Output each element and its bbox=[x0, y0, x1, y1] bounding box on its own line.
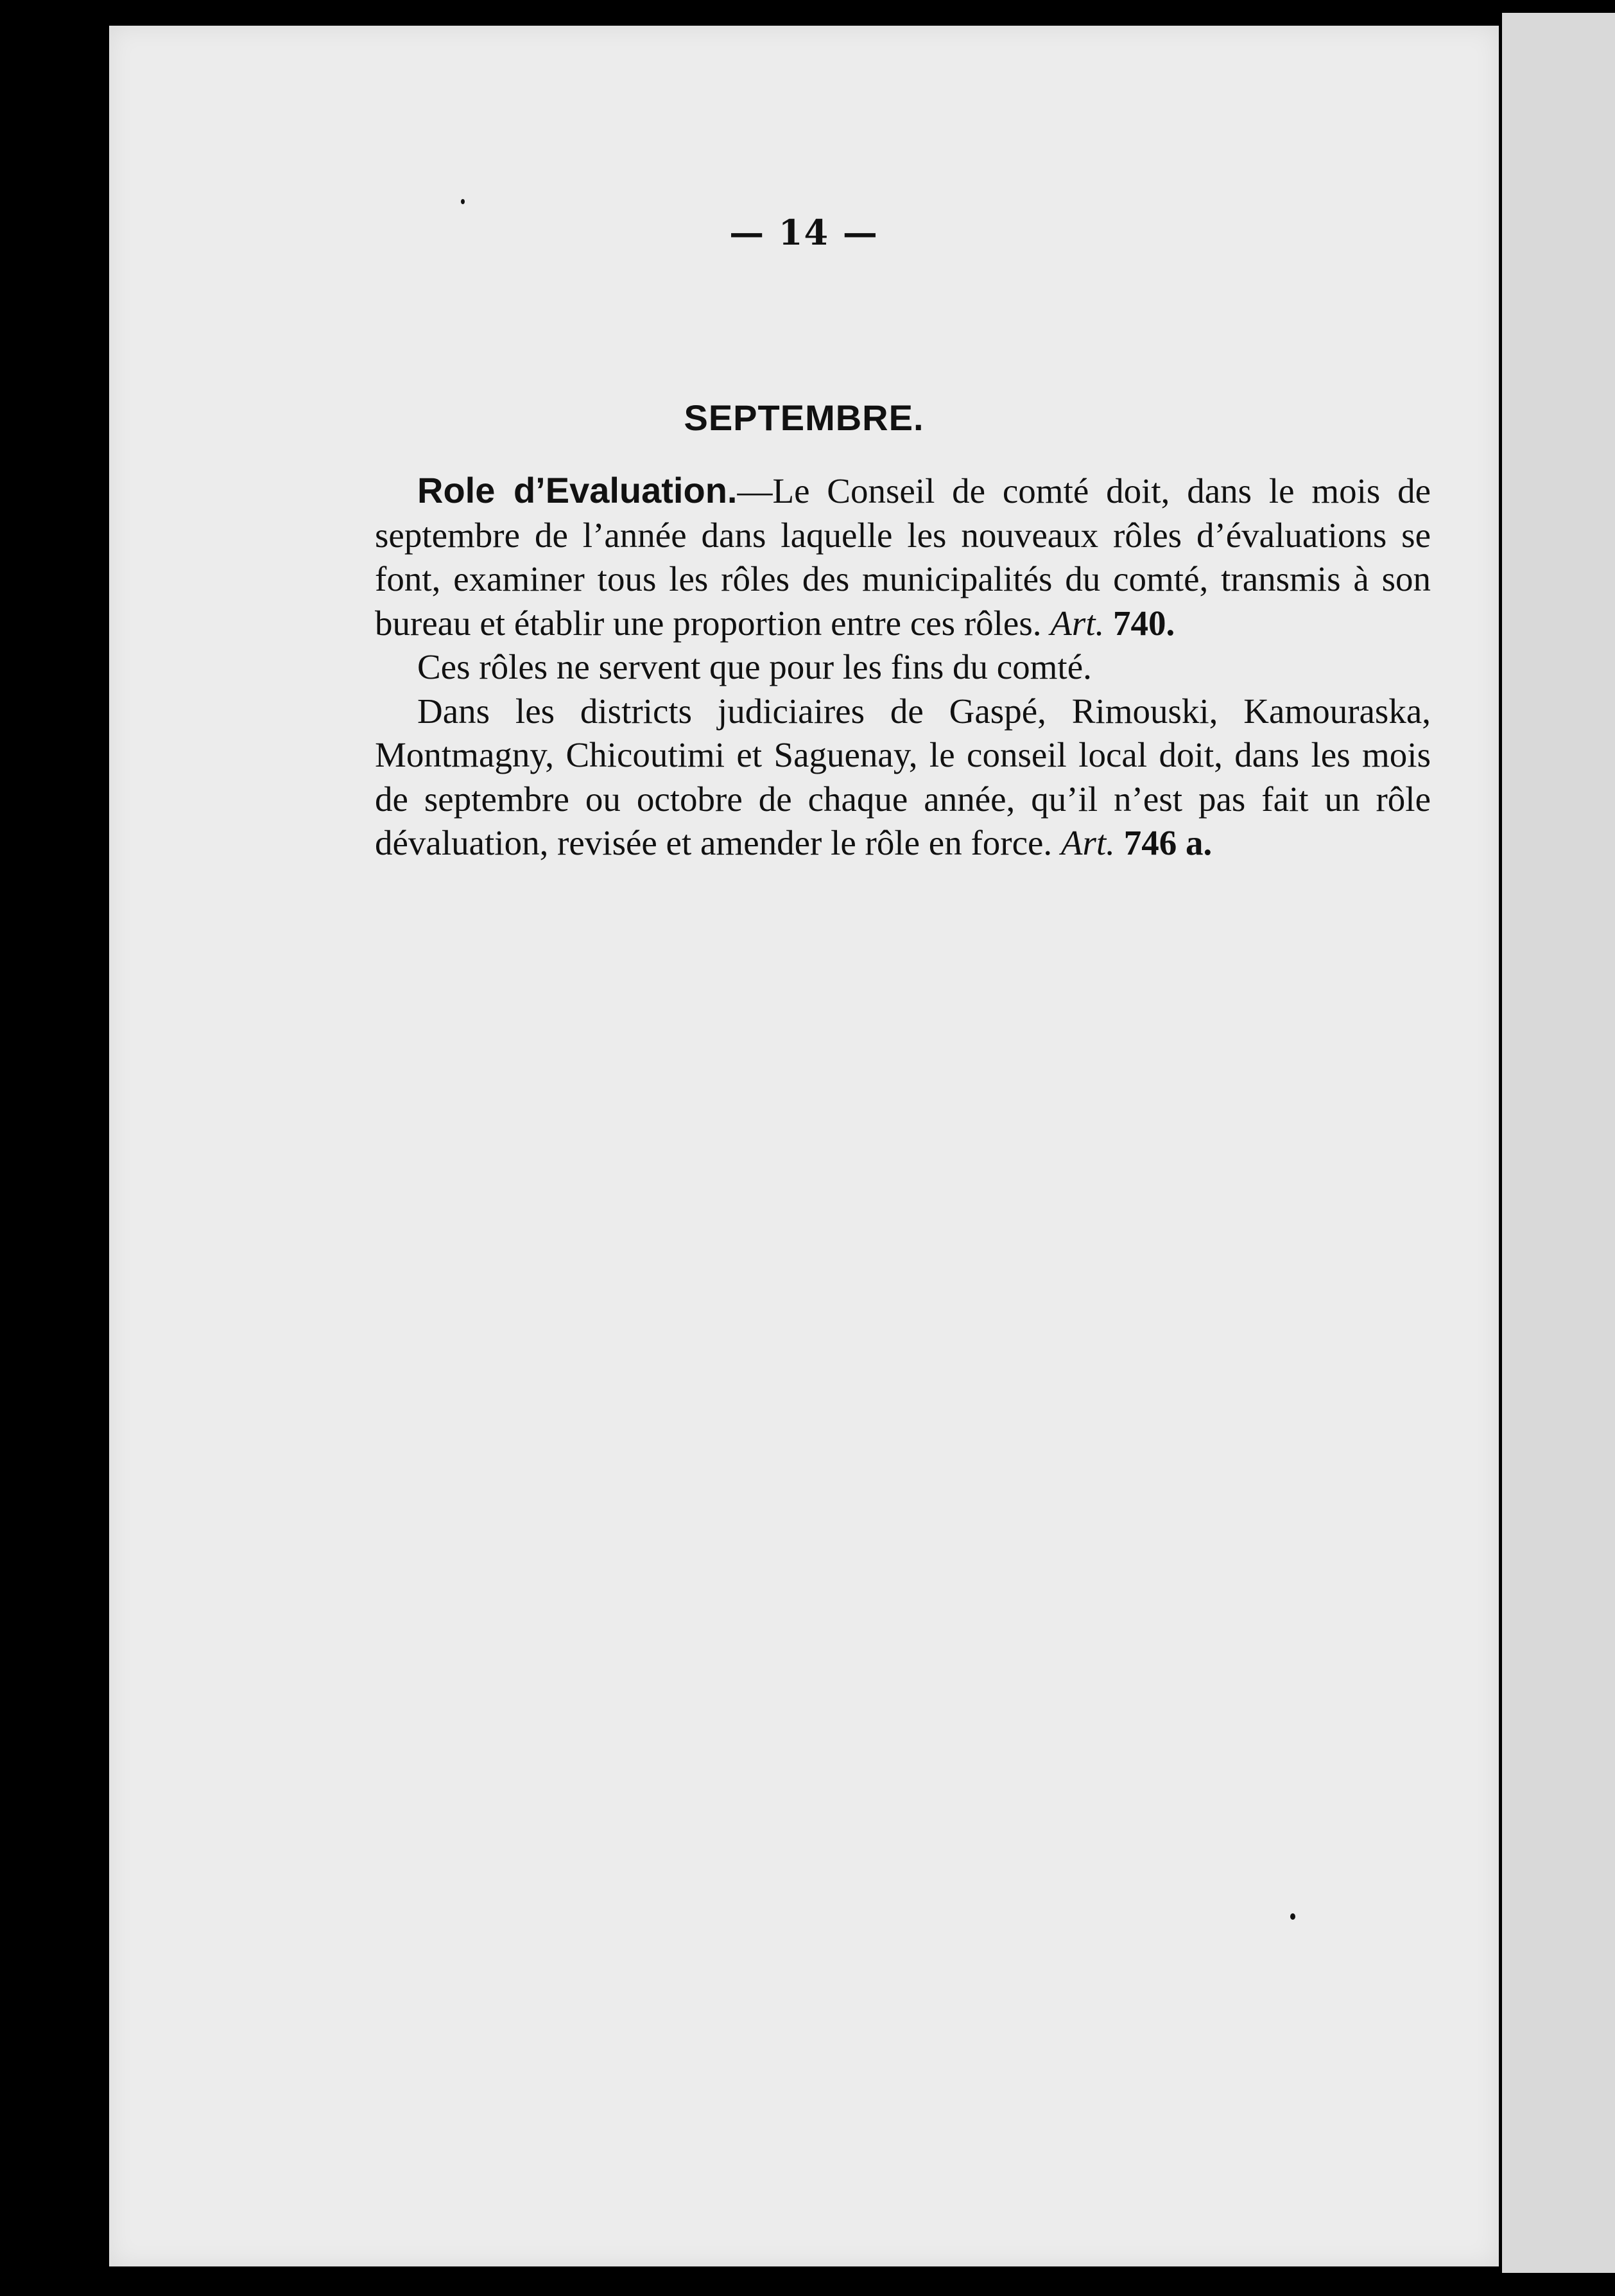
section-title: SEPTEMBRE. bbox=[684, 397, 924, 438]
article-label: Art. bbox=[1060, 823, 1115, 862]
paragraph-heading: Role d’Evaluation. bbox=[417, 470, 738, 510]
paragraph-text: Dans les districts judiciaires de Gaspé, Rimouski, Kamouraska, Montmagny, Chicoutimi et Saguenay, le conseil local doit, dans les mois de septembre ou octobre de chaque année, qu’il n’est pas fait un rôle dévaluation, revisée et amender le rôle en force. bbox=[375, 691, 1431, 862]
paragraph-county-purposes bbox=[375, 645, 1431, 690]
article-number: 740. bbox=[1104, 603, 1175, 643]
article-label: Art. bbox=[1050, 603, 1105, 643]
ink-speck bbox=[1290, 1913, 1295, 1920]
facing-page-edge bbox=[1502, 13, 1615, 2273]
paragraph-text: Ces rôles ne servent que pour les fins du comté. bbox=[417, 647, 1092, 686]
paragraph-text: —Le Conseil de comté doit, dans le mois de septembre de l’année dans laquelle les nouveaux rôles d’évaluations se font, examiner tous les rôles des municipalités du comté, transmis à son bureau et établir une proportion entre ces rôles. bbox=[375, 471, 1431, 643]
page-number: — 14 — bbox=[729, 212, 879, 253]
body-text bbox=[375, 469, 1431, 865]
article-number: 746 a. bbox=[1114, 823, 1213, 862]
paragraph-judicial-districts bbox=[375, 690, 1431, 865]
book-page bbox=[109, 26, 1499, 2266]
paragraph-role-evaluation bbox=[375, 469, 1431, 645]
ink-speck bbox=[461, 199, 465, 204]
